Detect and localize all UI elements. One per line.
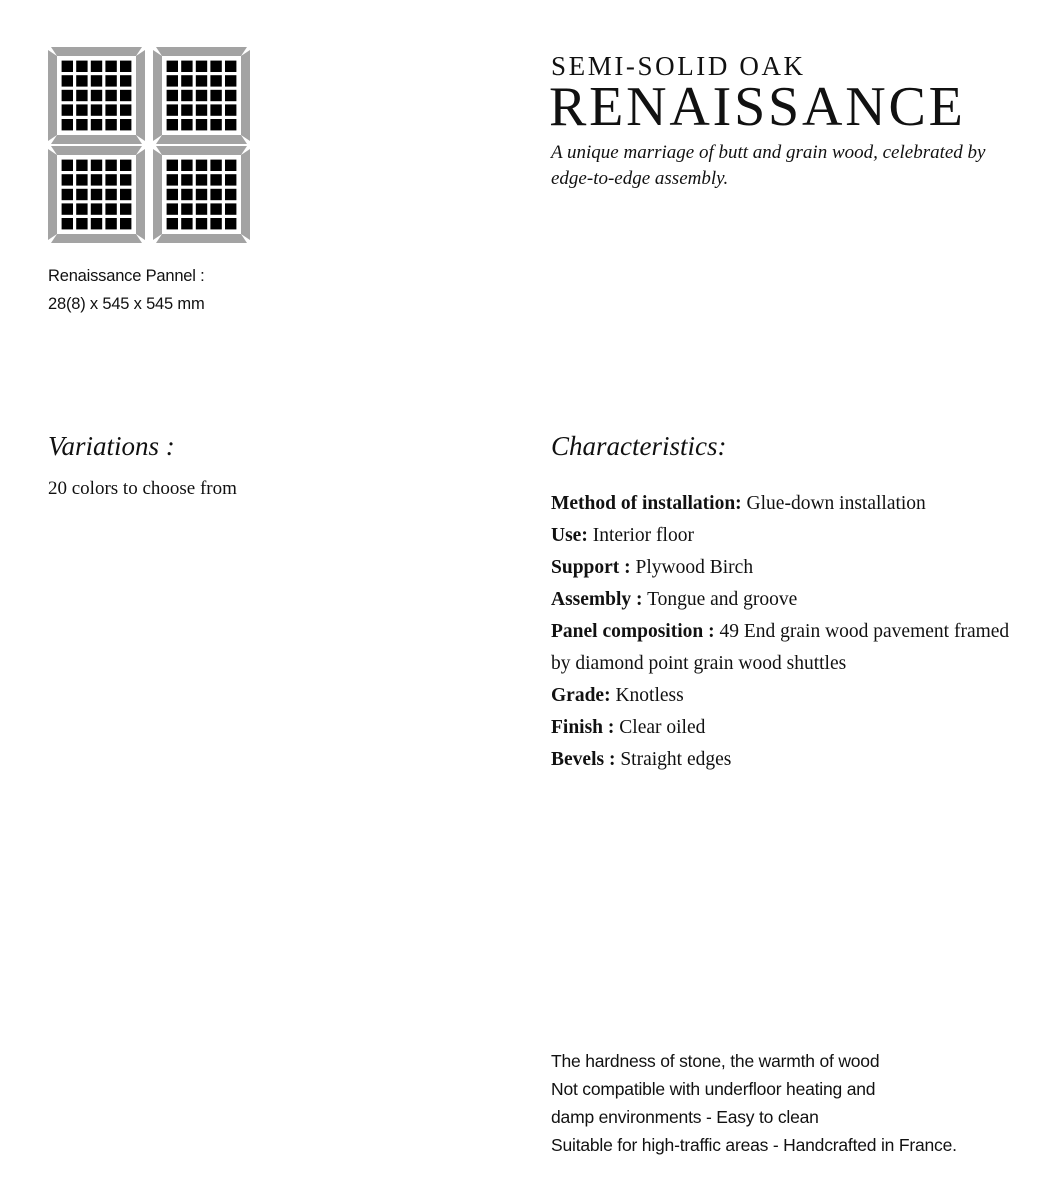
footer-line: damp environments - Easy to clean [551,1107,819,1127]
spec-label: Use: [551,525,588,546]
frame-shuttle [136,50,145,141]
end-grain-tile [91,90,102,101]
end-grain-tile [91,75,102,86]
spec-value: Glue-down installation [741,493,926,514]
end-grain-tile [62,75,73,86]
characteristics-heading: Characteristics: [551,431,727,461]
end-grain-tile [210,90,221,101]
frame-shuttle [51,146,142,155]
spec-item-use [551,520,1021,552]
end-grain-tile [91,119,102,130]
end-grain-tile [120,75,131,86]
end-grain-tile [62,119,73,130]
frame-shuttle [136,149,145,240]
frame-shuttle [156,234,247,243]
frame-shuttle [153,50,162,141]
spec-item-finish [551,712,1021,744]
end-grain-tile [225,104,236,115]
spec-value: Clear oiled [614,717,706,738]
end-grain-tile [62,160,73,171]
end-grain-tile [225,160,236,171]
spec-label: Grade: [551,685,611,706]
spec-value: 49 End grain wood pavement framed by diamond point grain wood shuttles [551,621,1010,674]
end-grain-tile [120,203,131,214]
variations-text: 20 colors to choose from [48,478,237,499]
frame-shuttle [241,50,250,141]
footer-line: The hardness of stone, the warmth of wood [551,1051,880,1071]
end-grain-tile [181,189,192,200]
spec-label: Method of installation: [551,493,742,514]
footer-line: Not compatible with underfloor heating and [551,1079,876,1099]
end-grain-tile [120,61,131,72]
end-grain-tile [225,90,236,101]
end-grain-tile [167,119,178,130]
frame-shuttle [48,50,57,141]
end-grain-tile [91,104,102,115]
variations-heading: Variations : [48,431,175,461]
end-grain-tile [210,61,221,72]
end-grain-tile [76,104,87,115]
spec-item-bevels [551,744,1021,776]
product-kicker: SEMI-SOLID OAK [551,51,806,81]
end-grain-tile [196,174,207,185]
end-grain-tile [167,174,178,185]
end-grain-tile [210,174,221,185]
end-grain-tile [225,189,236,200]
end-grain-tile [196,189,207,200]
end-grain-tile [62,218,73,229]
end-grain-tile [91,160,102,171]
frame-shuttle [241,149,250,240]
end-grain-tile [105,90,116,101]
spec-item-support [551,552,1021,584]
spec-label: Panel composition : [551,621,715,642]
end-grain-tile [196,61,207,72]
end-grain-tile [62,203,73,214]
spec-value: Interior floor [587,525,694,546]
footer-line: Suitable for high-traffic areas - Handcrafted in France. [551,1135,957,1155]
end-grain-tile [167,104,178,115]
end-grain-tile [196,119,207,130]
panel-pattern-illustration [48,47,253,245]
end-grain-tile [76,90,87,101]
frame-shuttle [51,234,142,243]
end-grain-tile [210,119,221,130]
end-grain-tile [76,75,87,86]
end-grain-tile [120,189,131,200]
end-grain-tile [196,160,207,171]
end-grain-tile [210,104,221,115]
end-grain-tile [167,160,178,171]
end-grain-tile [62,90,73,101]
end-grain-tile [91,218,102,229]
end-grain-tile [120,160,131,171]
end-grain-tile [76,203,87,214]
frame-shuttle [156,47,247,56]
end-grain-tile [120,218,131,229]
panel-caption-dimensions: 28(8) x 545 x 545 mm [48,295,205,313]
end-grain-tile [210,160,221,171]
end-grain-tile [210,75,221,86]
end-grain-tile [225,203,236,214]
end-grain-tile [105,119,116,130]
end-grain-tile [167,61,178,72]
end-grain-tile [91,189,102,200]
end-grain-tile [76,160,87,171]
end-grain-tile [120,104,131,115]
end-grain-tile [167,75,178,86]
spec-item-installation [551,488,1021,520]
end-grain-tile [105,218,116,229]
spec-label: Bevels : [551,749,616,770]
end-grain-tile [105,174,116,185]
end-grain-tile [167,90,178,101]
end-grain-tile [210,189,221,200]
end-grain-tile [210,203,221,214]
spec-value: Knotless [610,685,684,706]
end-grain-tile [181,104,192,115]
end-grain-tile [105,75,116,86]
end-grain-tile [181,75,192,86]
end-grain-tile [225,61,236,72]
end-grain-tile [167,189,178,200]
end-grain-tile [76,61,87,72]
spec-label: Support : [551,557,631,578]
end-grain-tile [62,174,73,185]
end-grain-tile [181,90,192,101]
characteristics-list [551,488,1021,776]
end-grain-tile [196,104,207,115]
end-grain-tile [120,119,131,130]
end-grain-tile [62,61,73,72]
end-grain-tile [167,203,178,214]
end-grain-tile [181,119,192,130]
end-grain-tile [167,218,178,229]
end-grain-tile [181,203,192,214]
end-grain-tile [91,203,102,214]
end-grain-tile [62,189,73,200]
frame-shuttle [51,135,142,144]
end-grain-tile [196,218,207,229]
end-grain-tile [120,90,131,101]
frame-shuttle [153,149,162,240]
end-grain-tile [91,61,102,72]
end-grain-tile [62,104,73,115]
frame-shuttle [156,135,247,144]
end-grain-tile [76,189,87,200]
spec-value: Tongue and groove [642,589,798,610]
end-grain-tile [76,218,87,229]
end-grain-tile [181,174,192,185]
end-grain-tile [105,203,116,214]
end-grain-tile [105,104,116,115]
end-grain-tile [196,75,207,86]
panel-caption [48,262,205,318]
end-grain-tile [181,160,192,171]
frame-shuttle [51,47,142,56]
end-grain-tile [225,218,236,229]
end-grain-tile [196,90,207,101]
spec-value: Straight edges [615,749,732,770]
spec-value: Plywood Birch [630,557,754,578]
spec-item-composition [551,616,1021,680]
end-grain-tile [225,174,236,185]
end-grain-tile [120,174,131,185]
end-grain-tile [181,218,192,229]
end-grain-tile [105,189,116,200]
panel-caption-name: Renaissance Pannel : [48,267,205,285]
end-grain-tile [225,75,236,86]
end-grain-tile [105,160,116,171]
end-grain-tile [76,174,87,185]
end-grain-tile [196,203,207,214]
product-title: RENAISSANCE [549,76,966,138]
end-grain-tile [181,61,192,72]
end-grain-tile [91,174,102,185]
frame-shuttle [156,146,247,155]
footer-note [551,1047,957,1159]
spec-label: Finish : [551,717,615,738]
spec-label: Assembly : [551,589,643,610]
end-grain-tile [225,119,236,130]
spec-item-assembly [551,584,1021,616]
frame-shuttle [48,149,57,240]
end-grain-tile [76,119,87,130]
end-grain-tile [210,218,221,229]
spec-item-grade [551,680,1021,712]
product-tagline: A unique marriage of butt and grain wood, celebrated by edge-to-edge assembly. [551,142,986,189]
end-grain-tile [105,61,116,72]
